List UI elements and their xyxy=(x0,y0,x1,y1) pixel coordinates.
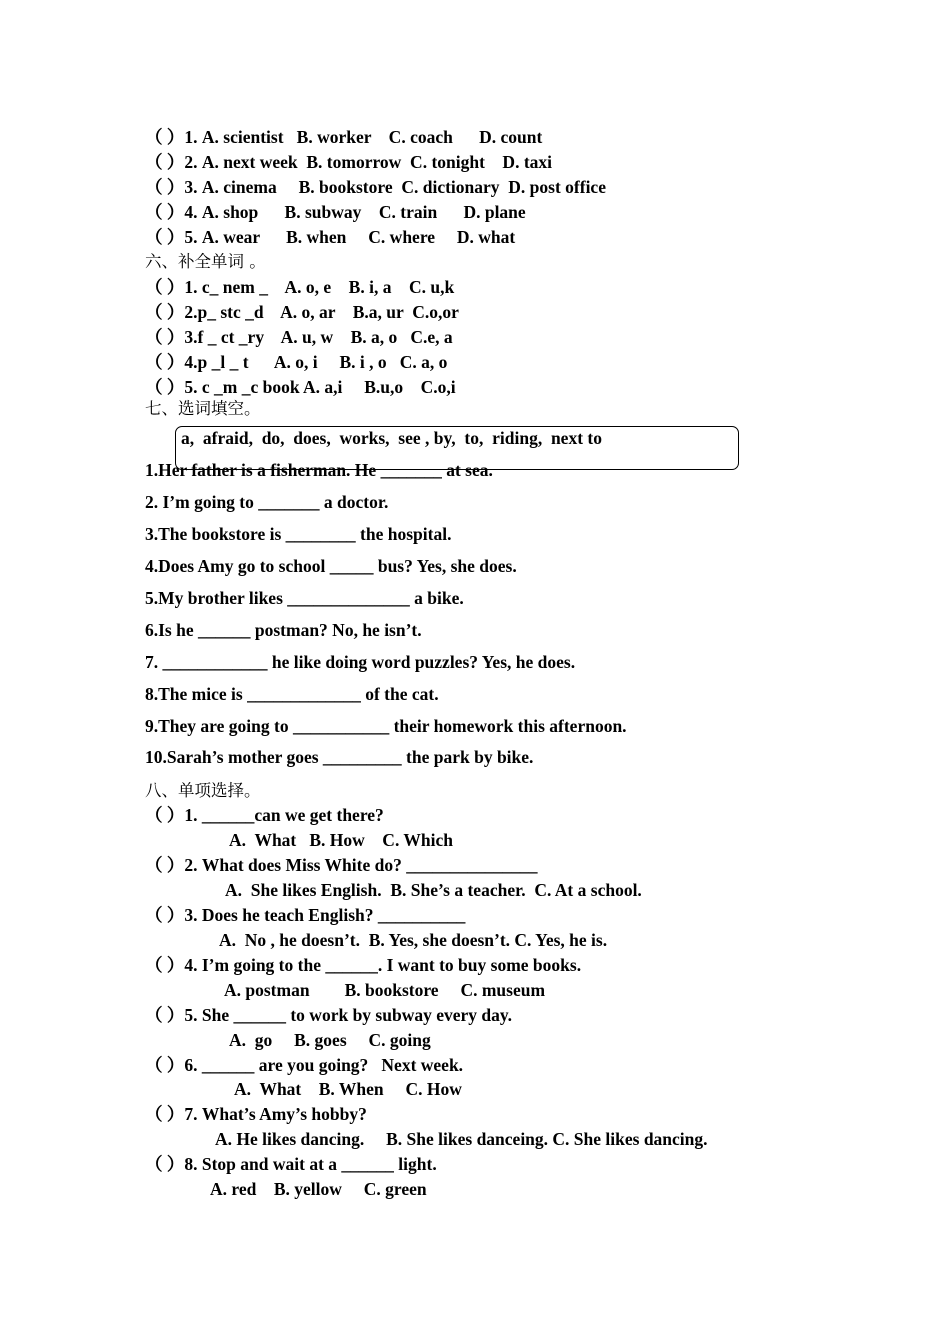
s7-item-2: 2. I’m going to _______ a doctor. xyxy=(145,492,389,512)
s8-q2-options: A. She likes English. B. She’s a teacher. C. At a school. xyxy=(225,880,642,900)
s8-q6-options: A. What B. When C. How xyxy=(234,1079,462,1099)
s5-item-5: （ ）5. A. wear B. when C. where D. what xyxy=(145,227,516,247)
s6-item-3: （ ）3.f _ ct _ry A. u, w B. a, o C.e, a xyxy=(145,327,453,347)
s8-q3: （ ）3. Does he teach English? __________ xyxy=(145,905,466,925)
s8-q3-options: A. No , he doesn’t. B. Yes, she doesn’t. C. Yes, he is. xyxy=(219,930,608,950)
s8-q8-options: A. red B. yellow C. green xyxy=(210,1179,427,1199)
s8-heading: 八、单项选择。 xyxy=(145,781,261,800)
s8-q4: （ ）4. I’m going to the ______. I want to buy some books. xyxy=(145,955,582,975)
s7-item-9: 9.They are going to ___________ their homework this afternoon. xyxy=(145,716,627,736)
s8-q1: （ ）1. ______can we get there? xyxy=(145,805,384,825)
s6-item-5: （ ）5. c _m _c book A. a,i B.u,o C.o,i xyxy=(145,377,456,397)
s7-item-4: 4.Does Amy go to school _____ bus? Yes, she does. xyxy=(145,556,517,576)
s5-item-2: （ ）2. A. next week B. tomorrow C. tonight D. taxi xyxy=(145,152,553,172)
s8-q2: （ ）2. What does Miss White do? _______________ xyxy=(145,855,538,875)
s7-item-6: 6.Is he ______ postman? No, he isn’t. xyxy=(145,620,422,640)
s8-q7-options: A. He likes dancing. B. She likes danceing. C. She likes dancing. xyxy=(215,1129,708,1149)
s8-q5: （ ）5. She ______ to work by subway every day. xyxy=(145,1005,513,1025)
s7-item-1: 1.Her father is a fisherman. He _______ at sea. xyxy=(145,460,493,480)
s6-heading: 六、补全单词 。 xyxy=(145,252,266,271)
s5-item-1: （ ）1. A. scientist B. worker C. coach D. count xyxy=(145,127,543,147)
s6-item-1: （ ）1. c_ nem _ A. o, e B. i, a C. u,k xyxy=(145,277,455,297)
s8-q8: （ ）8. Stop and wait at a ______ light. xyxy=(145,1154,437,1174)
s8-q5-options: A. go B. goes C. going xyxy=(229,1030,431,1050)
s5-item-4: （ ）4. A. shop B. subway C. train D. plane xyxy=(145,202,526,222)
s7-item-5: 5.My brother likes ______________ a bike. xyxy=(145,588,464,608)
s8-q6: （ ）6. ______ are you going? Next week. xyxy=(145,1055,464,1075)
s7-item-3: 3.The bookstore is ________ the hospital. xyxy=(145,524,452,544)
word-bank-text: a, afraid, do, does, works, see , by, to, riding, next to xyxy=(181,428,602,448)
s8-q7: （ ）7. What’s Amy’s hobby? xyxy=(145,1104,367,1124)
s6-item-4: （ ）4.p _l _ t A. o, i B. i , o C. a, o xyxy=(145,352,448,372)
s6-item-2: （ ）2.p_ stc _d A. o, ar B.a, ur C.o,or xyxy=(145,302,459,322)
s7-item-10: 10.Sarah’s mother goes _________ the park by bike. xyxy=(145,747,534,767)
s5-item-3: （ ）3. A. cinema B. bookstore C. dictionary D. post office xyxy=(145,177,606,197)
s8-q4-options: A. postman B. bookstore C. museum xyxy=(224,980,546,1000)
s7-heading: 七、选词填空。 xyxy=(145,399,261,418)
s8-q1-options: A. What B. How C. Which xyxy=(229,830,453,850)
s7-item-8: 8.The mice is _____________ of the cat. xyxy=(145,684,439,704)
s7-item-7: 7. ____________ he like doing word puzzles? Yes, he does. xyxy=(145,652,576,672)
